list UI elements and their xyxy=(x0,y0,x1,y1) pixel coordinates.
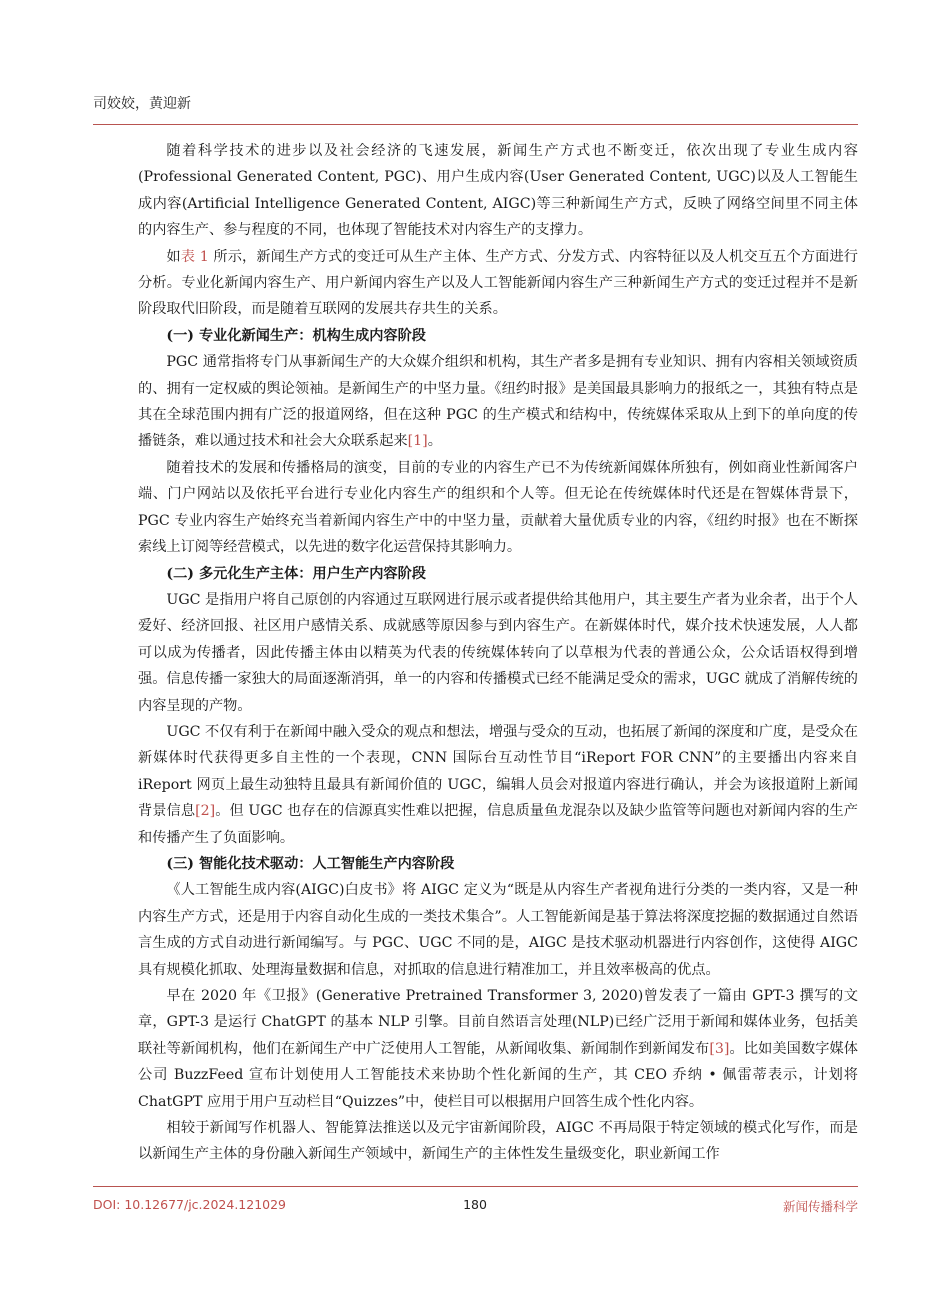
paragraph-aigc-examples: 早在 2020 年《卫报》(Generative Pretrained Transformer 3, 2020)曾发表了一篇由 GPT-3 撰写的文章，GPT-3 是运行 ChatGPT 的基本 NLP 引擎。目前自然语言处理(NLP)已经广泛用于新闻和媒体业务，包括美联社等新闻机构，他们在新闻生产中广泛使用人工智能，从新闻收集、新闻制作到新闻发布[3]。比如美国数字媒体公司 BuzzFeed 宣布计划使用人工智能技术来协助个性化新闻的生产，其 CEO 乔纳 • 佩雷蒂表示，计划将 ChatGPT 应用于用户互动栏目“Quizzes”中，使栏目可以根据用户回答生成个性化内容。 xyxy=(138,988,858,1110)
paragraph-aigc-comparison: 相较于新闻写作机器人、智能算法推送以及元宇宙新闻阶段，AIGC 不再局限于特定领域的模式化写作，而是以新闻生产主体的身份融入新闻生产领域中，新闻生产的主体性发生量级变化，职业新闻工作 xyxy=(138,1120,858,1163)
footer-rule xyxy=(93,1186,858,1187)
article-body xyxy=(138,138,858,1168)
paragraph-ugc-definition: UGC 是指用户将自己原创的内容通过互联网进行展示或者提供给其他用户，其主要生产者为业余者，出于个人爱好、经济回报、社区用户感情关系、成就感等原因参与到内容生产。在新媒体时代，媒介技术快速发展，人人都可以成为传播者，因此传播主体由以精英为代表的传统媒体转向了以草根为代表的普通公众，公众话语权得到增强。信息传播一家独大的局面逐渐消弭，单一的内容和传播模式已经不能满足受众的需求，UGC 就成了消解传统的内容呈现的产物。 xyxy=(138,591,858,714)
citation-1-link[interactable]: [1] xyxy=(407,433,428,450)
footer-journal-name: 新闻传播科学 xyxy=(782,1199,858,1214)
section-heading-aigc: (三) 智能化技术驱动：人工智能生产内容阶段 xyxy=(166,855,455,872)
paragraph-pgc-definition: PGC 通常指将专门从事新闻生产的大众媒介组织和机构，其生产者多是拥有专业知识、拥有内容相关领域资质的、拥有一定权威的舆论领袖。是新闻生产的中坚力量。《纽约时报》是美国最具影响力的报纸之一，其独有特点是其在全球范围内拥有广泛的报道网络，但在这种 PGC 的生产模式和结构中，传统媒体采取从上到下的单向度的传播链条，难以通过技术和社会大众联系起来[1]。 xyxy=(138,354,858,450)
paragraph-table-ref: 如表 1 所示，新闻生产方式的变迁可从生产主体、生产方式、分发方式、内容特征以及人机交互五个方面进行分析。专业化新闻内容生产、用户新闻内容生产以及人工智能新闻内容生产三种新闻生产方式的变迁过程并不是新阶段取代旧阶段，而是随着互联网的发展共存共生的关系。 xyxy=(138,248,858,318)
footer-page-number: 180 xyxy=(463,1197,487,1212)
footer-doi: DOI: 10.12677/jc.2024.121029 xyxy=(93,1197,287,1212)
section-heading-pgc: (一) 专业化新闻生产：机构生成内容阶段 xyxy=(166,327,426,344)
citation-2-link[interactable]: [2] xyxy=(195,803,216,820)
header-rule xyxy=(93,124,858,125)
running-header-authors: 司姣姣，黄迎新 xyxy=(93,96,191,112)
table-1-link[interactable]: 表 1 xyxy=(180,248,209,265)
paragraph-intro: 随着科学技术的进步以及社会经济的飞速发展，新闻生产方式也不断变迁，依次出现了专业生成内容(Professional Generated Content, PGC)、用户生成内容(User Generated Content, UGC)以及人工智能生成内容(Artificial Intelligence Generated Content, AIGC)等三种新闻生产方式，反映了网络空间里不同主体的内容生产、参与程度的不同，也体现了智能技术对内容生产的支撑力。 xyxy=(138,143,858,239)
citation-3-link[interactable]: [3] xyxy=(709,1040,730,1057)
section-heading-ugc: (二) 多元化生产主体：用户生产内容阶段 xyxy=(166,565,426,582)
paragraph-ugc-impact: UGC 不仅有利于在新闻中融入受众的观点和想法，增强与受众的互动，也拓展了新闻的深度和广度，是受众在新媒体时代获得更多自主性的一个表现，CNN 国际台互动性节目“iReport FOR CNN”的主要播出内容来自 iReport 网页上最生动独特且最具有新闻价值的 UGC，编辑人员会对报道内容进行确认，并会为该报道附上新闻背景信息[2]。但 UGC 也存在的信源真实性难以把握，信息质量鱼龙混杂以及缺少监管等问题也对新闻内容的生产和传播产生了负面影响。 xyxy=(138,723,858,846)
paragraph-aigc-definition: 《人工智能生成内容(AIGC)白皮书》将 AIGC 定义为“既是从内容生产者视角进行分类的一类内容，又是一种内容生产方式，还是用于内容自动化生成的一类技术集合”。人工智能新闻是基于算法将深度挖掘的数据通过自然语言生成的方式自动进行新闻编写。与 PGC、UGC 不同的是，AIGC 是技术驱动机器进行内容创作，这使得 AIGC 具有规模化抓取、处理海量数据和信息，对抓取的信息进行精准加工，并且效率极高的优点。 xyxy=(138,882,858,978)
paragraph-pgc-development: 随着技术的发展和传播格局的演变，目前的专业的内容生产已不为传统新闻媒体所独有，例如商业性新闻客户端、门户网站以及依托平台进行专业化内容生产的组织和个人等。但无论在传统媒体时代还是在智媒体背景下，PGC 专业内容生产始终充当着新闻内容生产中的中坚力量，贡献着大量优质专业的内容，《纽约时报》也在不断探索线上订阅等经营模式，以先进的数字化运营保持其影响力。 xyxy=(138,459,858,556)
